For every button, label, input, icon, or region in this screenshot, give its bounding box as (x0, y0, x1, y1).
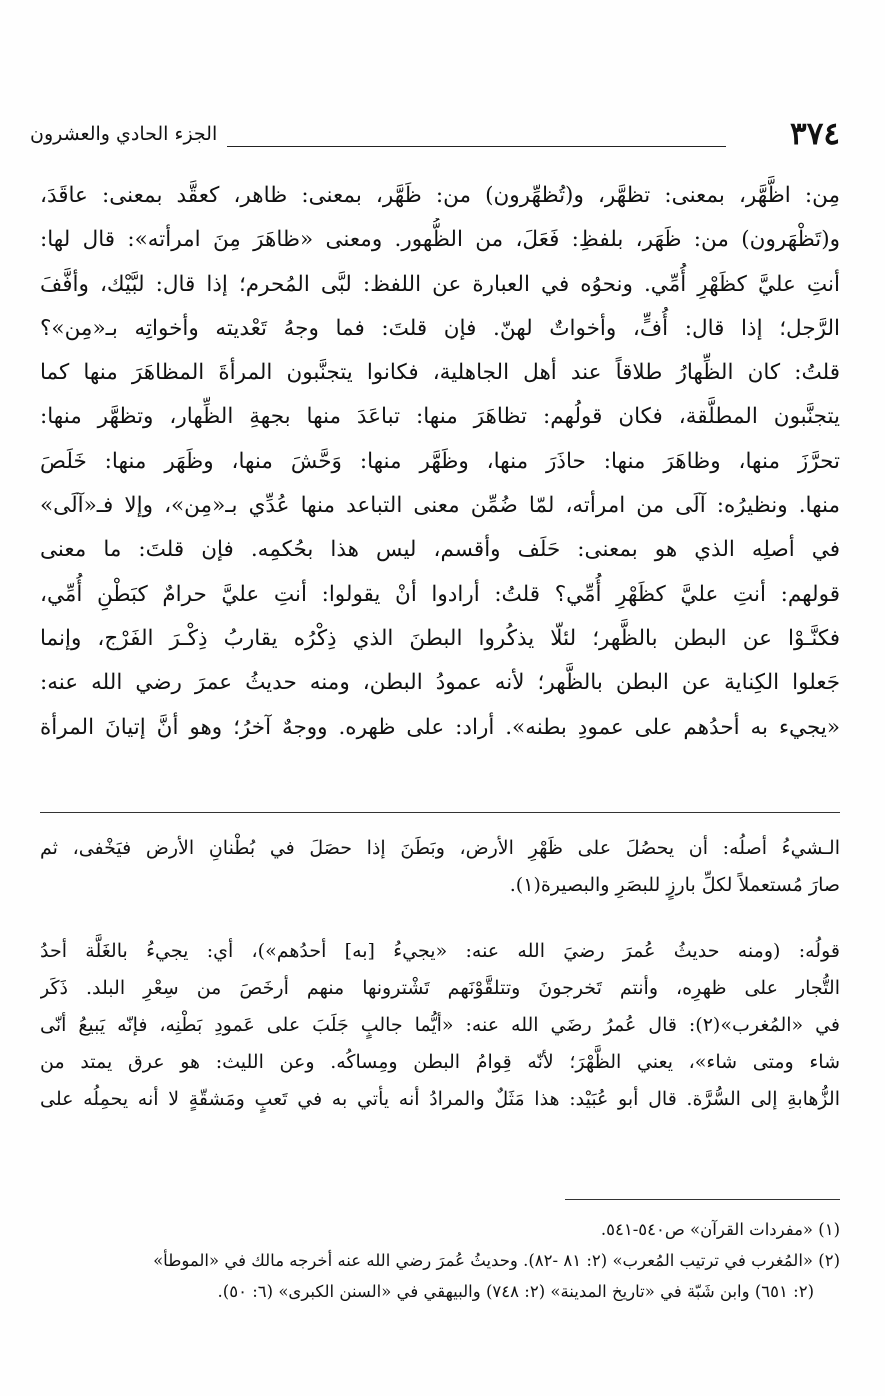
footnote-2-continued: (٢: ٦٥١) وابن شَبّة في «تاريخ المدينة» (٢: ٧٤٨) والبيهقي في «السنن الكبرى» (٦: ٥٠). (217, 1282, 814, 1301)
commentary-line: صارَ مُستعملاً لكلِّ بارزٍ للبصَرِ والبصيرة(١). (509, 874, 840, 896)
footnote-2: (٢) «المُغرب في ترتيب المُعرب» (٢: ٨١ -٨٢). وحديثُ عُمرَ رضي الله عنه أخرجه مالك في «الموطأ» (153, 1251, 840, 1270)
main-text-line: قلتُ: كان الظِّهارُ طلاقاً عند أهل الجاهلية، فكانوا يتجنَّبون المرأةَ المظاهَرَ منها كما (40, 360, 840, 386)
main-text-line: يتجنَّبون المطلَّقة، فكان قولُهم: تظاهَرَ منها: تباعَدَ منها بجهةِ الظِّهار، وتظهَّر منها: (40, 404, 840, 430)
header-rule (227, 146, 726, 147)
commentary-line: الـشيءُ أصلُه: أن يحصُلَ على ظَهْرِ الأرض، وبَطَنَ إذا حصَلَ في بُطْنانِ الأرض فيَخْفى، ثم (40, 837, 840, 859)
commentary-line: الزُّهابةِ إلى السُّرَّة. قال أبو عُبَيْد: هذا مَثَلٌ والمرادُ أنه يأتي به في تَعبٍ ومَشقّةٍ لا أنه يحمِلُه على (40, 1088, 840, 1110)
main-text-line: أنتِ عليَّ كظَهْرِ أُمِّي. ونحوُه في العبارة عن اللفظ: لبَّى المُحرم؛ إذا قال: لبَّيْك، وأفَّفَ (40, 271, 840, 297)
commentary-line: التُّجار على ظهرِه، وأنتم تَخرجونَ وتتلقَّوْنَهم تَشْترونها منهم أرخَصَ من سِعْرِ البلد. ذَكَر (40, 977, 840, 999)
main-text-line: منها. ونظيرُه: آلَى من امرأته، لمّا ضُمِّن معنى التباعد منها عُدِّي بـ«مِن»، وإلا فـ«آلَى» (40, 493, 840, 519)
main-text-line: تحرَّزَ منها، وظاهَرَ منها: حاذَرَ منها، وظَهَّر منها: وَحَّشَ منها، وظَهَر منها: خَلَصَ (40, 448, 840, 474)
commentary-line: قولُه: (ومنه حديثُ عُمرَ رضيَ الله عنه: «يجيءُ [به] أحدُهم»)، أي: يجيءُ بالغَلَّة أحدُ (40, 940, 840, 962)
commentary-line: شاء ومتى شاء»، يعني الظَّهْرَ؛ لأنّه قِوامُ البطن ومِساكُه. وعن الليث: هو عرق يمتد من (40, 1051, 840, 1073)
main-text (40, 174, 840, 750)
main-text-line: جَعلوا الكِناية عن البطن بالظَّهر؛ لأنه عمودُ البطن، ومنه حديثُ عمرَ رضي الله عنه: (40, 670, 840, 696)
main-text-line: «يجيء به أحدُهم على عمودِ بطنه». أراد: على ظهره. ووجهٌ آخرُ؛ وهو أنَّ إتيانَ المرأة (40, 714, 840, 740)
footnotes (40, 1214, 840, 1307)
main-text-line: قولهم: أنتِ عليَّ كظَهْرِ أُمِّي؟ قلتُ: أرادوا أنْ يقولوا: أنتِ عليَّ حرامٌ كبَطْنِ أُمِّي، (40, 581, 840, 607)
main-text-line: و(تَظْهَرون) من: ظَهَر، بلفظِ: فَعَلَ، من الظُّهور. ومعنى «ظاهَرَ مِنَ امرأته»: قال لها: (40, 227, 840, 253)
running-title: الجزء الحادي والعشرون (30, 123, 218, 145)
main-text-line: الرَّجل؛ إذا قال: أُفٍّ، وأخواتٌ لهنّ. فإن قلتَ: فما وجهُ تَعْديته وأخواتِه بـ«مِن»؟ (40, 315, 840, 341)
commentary-text (40, 830, 840, 1118)
commentary-divider (40, 812, 840, 813)
main-text-line: في أصلِه الذي هو بمعنى: حَلَف وأقسم، ليس هذا بحُكمِه. فإن قلتَ: ما معنى (40, 537, 840, 563)
page-number: ٣٧٤ (790, 116, 840, 152)
page-header (30, 114, 840, 158)
main-text-line: مِن: اظَّهَّر، بمعنى: تظهَّر، و(تُظهِّرون) من: ظَهَّر، بمعنى: ظاهر، كعقَّد بمعنى: عاقَدَ، (40, 183, 840, 208)
commentary-line: في «المُغرب»(٢): قال عُمرُ رضَي الله عنه: «أيُّما جالبٍ جَلَبَ على عَمودِ بَطْنِه، فإنّه يَبيعُ أنّى (40, 1014, 840, 1036)
footnote-1: (١) «مفردات القرآن» ص٥٤٠-٥٤١. (600, 1220, 840, 1239)
footnote-rule (565, 1199, 840, 1200)
main-text-line: فكنَّـوْا عن البطن بالظَّهر؛ لئلّا يذكُروا البطنَ الذي ذِكْرُه يقاربُ ذِكْـرَ الفَرْج، وإنما (40, 625, 840, 651)
